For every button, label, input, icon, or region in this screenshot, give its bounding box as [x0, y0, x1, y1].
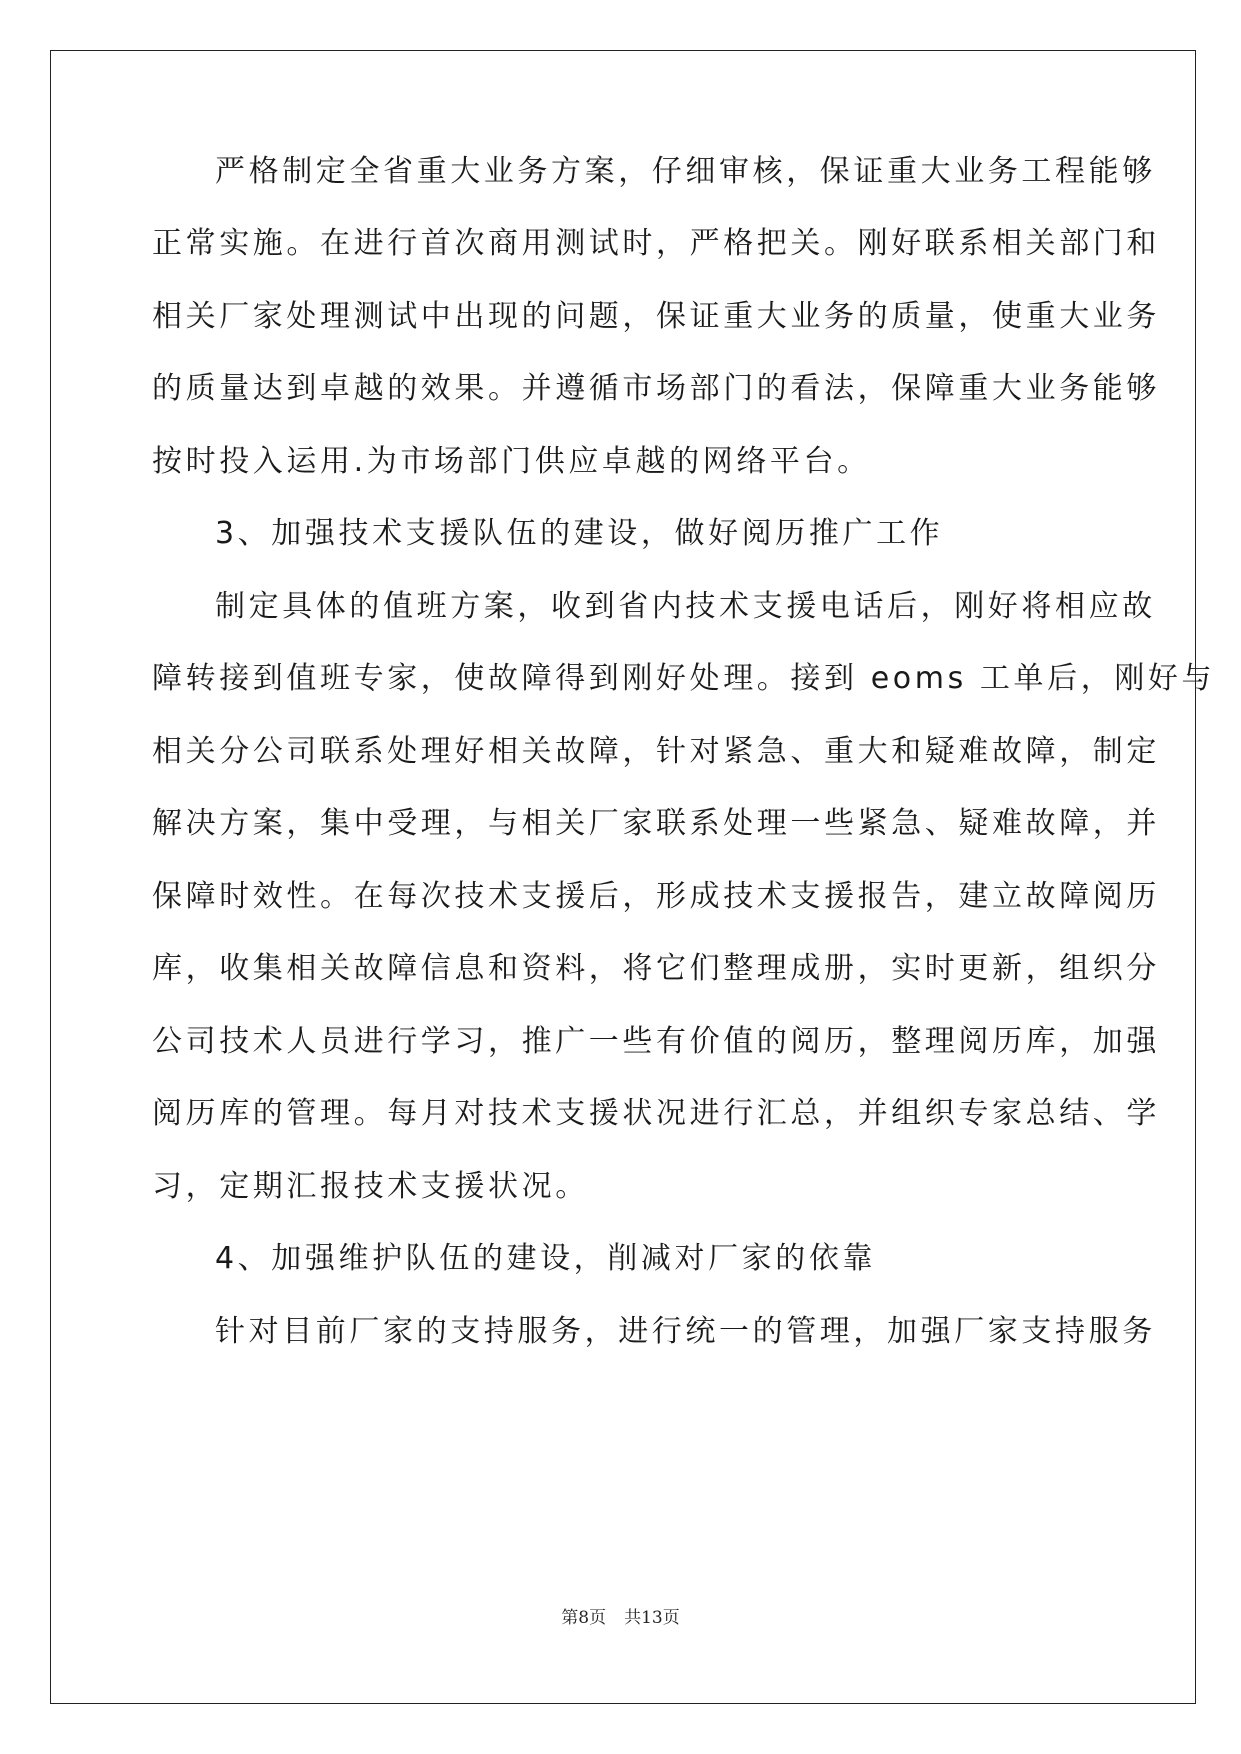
paragraph-line: 制定具体的值班方案，收到省内技术支援电话后，刚好将相应故 — [215, 589, 1156, 624]
paragraph-line: 解决方案，集中受理，与相关厂家联系处理一些紧急、疑难故障，并 — [152, 806, 1160, 841]
paragraph-line: 保障时效性。在每次技术支援后，形成技术支援报告，建立故障阅历 — [152, 879, 1160, 914]
paragraph-line: 针对目前厂家的支持服务，进行统一的管理，加强厂家支持服务 — [215, 1314, 1156, 1349]
paragraph-line: 按时投入运用.为市场部门供应卓越的网络平台。 — [152, 444, 871, 479]
paragraph-line: 相关分公司联系处理好相关故障，针对紧急、重大和疑难故障，制定 — [152, 734, 1160, 769]
section-heading: 4、加强维护队伍的建设，削减对厂家的依靠 — [215, 1241, 877, 1276]
page-number: 第8页 — [561, 1608, 607, 1628]
paragraph-line: 严格制定全省重大业务方案，仔细审核，保证重大业务工程能够 — [215, 154, 1156, 189]
section-heading: 3、加强技术支援队伍的建设，做好阅历推广工作 — [215, 516, 944, 551]
paragraph-line: 相关厂家处理测试中出现的问题，保证重大业务的质量，使重大业务 — [152, 299, 1160, 334]
paragraph-line: 公司技术人员进行学习，推广一些有价值的阅历，整理阅历库，加强 — [152, 1024, 1160, 1059]
paragraph-line: 障转接到值班专家，使故障得到刚好处理。接到 eoms 工单后，刚好与 — [152, 661, 1216, 696]
page-total: 共13页 — [624, 1608, 680, 1628]
paragraph-line: 阅历库的管理。每月对技术支援状况进行汇总，并组织专家总结、学 — [152, 1096, 1160, 1131]
paragraph-line: 正常实施。在进行首次商用测试时，严格把关。刚好联系相关部门和 — [152, 226, 1160, 261]
paragraph-line: 的质量达到卓越的效果。并遵循市场部门的看法，保障重大业务能够 — [152, 371, 1160, 406]
paragraph-line: 习，定期汇报技术支援状况。 — [152, 1169, 589, 1204]
paragraph-line: 库，收集相关故障信息和资料，将它们整理成册，实时更新，组织分 — [152, 951, 1160, 986]
page-footer — [0, 1606, 1241, 1630]
